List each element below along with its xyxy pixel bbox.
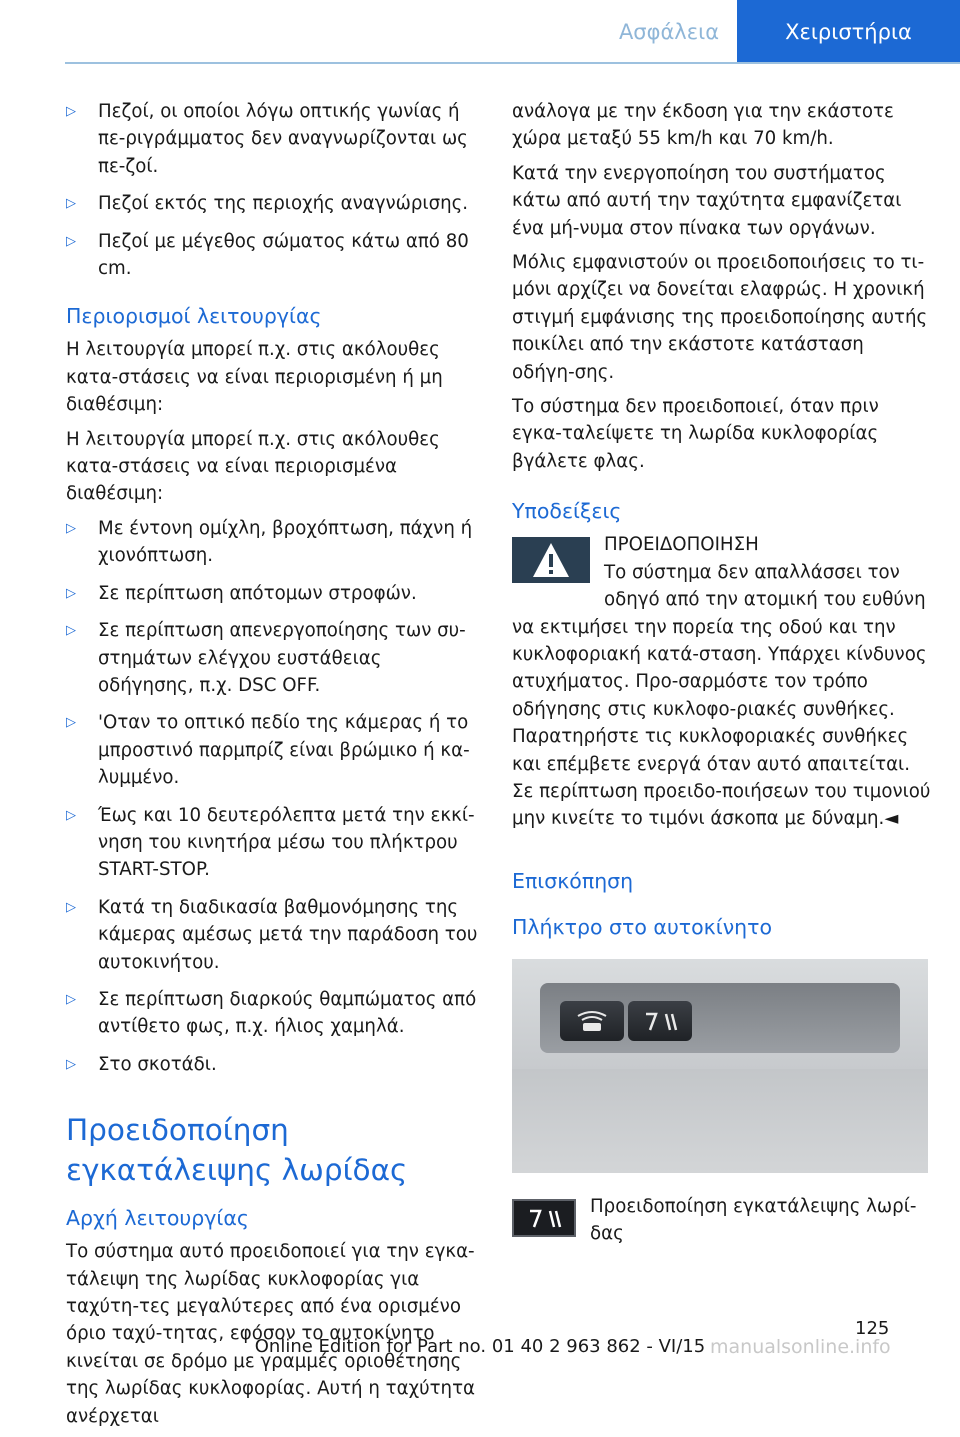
list-item: ▷ Με έντονη ομίχλη, βροχόπτωση, πάχνη ή χιονόπτωση. (66, 515, 480, 570)
vibration-paragraph: Μόλις εμφανιστούν οι προειδοποιήσεις το τι-μόνι αρχίζει να δονείται ελαφρώς. Η χρονική στιγμή εμφάνισης της προειδοποίησης αυτής ποικίλει από την εκάστοτε κατάσταση οδήγη-σης. (512, 252, 928, 383)
principle-paragraph: Το σύστημα αυτό προειδοποιεί για την εγκα-τάλειψη της λωρίδας κυκλοφορίας για ταχύτη-τες μεγαλύτερες από ένα ορισμένο όριο ταχύ-τητας, εφόσον το αυτοκίνητο κινείται σε δρόμο με γραμμές οριοθέτησης της λωρίδας κυκλοφορίας. Αυτή η ταχύτητα ανέρχεται (66, 1241, 476, 1427)
list-item: ▷ Σε περίπτωση απενεργοποίησης των συ-στημάτων ελέγχου ευστάθειας οδήγησης, π.χ. DSC OFF. (66, 617, 480, 699)
header-rule (65, 62, 960, 64)
pedestrian-list (66, 98, 480, 282)
button-photo (512, 959, 928, 1173)
overview-heading: Επισκόπηση (512, 868, 634, 893)
conditions-list (66, 515, 480, 1078)
bullet-icon: ▷ (66, 585, 76, 601)
bullet-icon: ▷ (66, 520, 76, 536)
list-item: ▷ Πεζοί με μέγεθος σώματος κάτω από 80 cm. (66, 228, 480, 283)
button-heading: Πλήκτρο στο αυτοκίνητο (512, 914, 773, 939)
warning-box (512, 531, 932, 832)
list-item: ▷ Σε περίπτωση απότομων στροφών. (66, 580, 480, 607)
limits-heading: Περιορισμοί λειτουργίας (66, 304, 322, 329)
list-item: ▷ Πεζοί, οι οποίοι λόγω οπτικής γωνίας ή πε-ριγράμματος δεν αναγνωρίζονται ως πε-ζοί. (66, 98, 480, 180)
limits-paragraph-2: Η λειτουργία μπορεί π.χ. στις ακόλουθες κατα-στάσεις να είναι περιορισμένα διαθέσιμη: (66, 428, 440, 505)
tab-section: Ασφάλεια (601, 0, 737, 62)
indicator-paragraph: Το σύστημα δεν προειδοποιεί, όταν πριν εγκα-ταλείψετε τη λωρίδα κυκλοφορίας βγάλετε φλας. (512, 396, 879, 472)
bullet-icon: ▷ (66, 233, 76, 249)
list-item: ▷ Κατά τη διαδικασία βαθμονόμησης της κάμερας αμέσως μετά την παράδοση του αυτοκινήτου. (66, 894, 480, 976)
warning-title: ΠΡΟΕΙΔΟΠΟΙΗΣΗ (604, 534, 759, 556)
right-column (512, 98, 932, 1255)
list-item: ▷ Έως και 10 δευτερόλεπτα μετά την εκκί-νηση του κινητήρα μέσω του πλήκτρου START-STOP. (66, 802, 480, 884)
list-item: ▷ Σε περίπτωση διαρκούς θαμπώματος από αντίθετο φως, π.χ. ήλιος χαμηλά. (66, 986, 480, 1041)
bullet-icon: ▷ (66, 196, 76, 212)
photo-lower-trim (512, 1069, 928, 1173)
warning-triangle-icon (512, 537, 590, 583)
list-item: ▷ 'Οταν το οπτικό πεδίο της κάμερας ή το μπροστινό παρμπρίζ είναι βρώμικο ή κα-λυμμένο. (66, 709, 480, 791)
pedestrian-warning-button-icon (560, 1001, 624, 1041)
speed-paragraph: ανάλογα με την έκδοση για την εκάστοτε χώρα μεταξύ 55 km/h και 70 km/h. (512, 101, 894, 150)
tab-active: Χειριστήρια (737, 0, 960, 62)
warning-text: Το σύστημα δεν απαλλάσσει τον οδηγό από την ατομική του ευθύνη να εκτιμήσει την πορεία της οδού και την κυκλοφοριακή κατά-σταση. Υπάρχει κίνδυνος ατυχήματος. Προ-σαρμόστε τον τρόπο οδήγησης στις κυκλοφο-ριακές συνθήκες. Παρατηρήστε τις κυκλοφοριακές συνθήκες και επέμβετε ενεργά όταν αυτό απαιτείται. Σε περίπτωση προειδο-ποιήσεων του τιμονιού μην κινείτε το τιμόνι άσκοπα με δύναμη.◄ (512, 561, 931, 830)
watermark: manualsonline.info (710, 1336, 891, 1358)
bullet-icon: ▷ (66, 807, 76, 823)
lane-departure-icon (628, 1001, 692, 1041)
activation-paragraph: Κατά την ενεργοποίηση του συστήματος κάτω από αυτή την ταχύτητα εμφανίζεται ένα μή-νυμα στον πίνακα των οργάνων. (512, 162, 902, 239)
bullet-icon: ▷ (66, 623, 76, 639)
header-blank (0, 0, 601, 62)
principle-heading: Αρχή λειτουργίας (66, 1206, 249, 1231)
list-item: ▷ Στο σκοτάδι. (66, 1051, 480, 1078)
caption-text: Προειδοποίηση εγκατάλειψης λωρί-δας (590, 1195, 917, 1245)
limits-paragraph-1: Η λειτουργία μπορεί π.χ. στις ακόλουθες κατα-στάσεις να είναι περιορισμένη ή μη διαθέσιμη: (66, 339, 443, 416)
edition-line: Online Edition for Part no. 01 40 2 963 862 - VI/15 (254, 1336, 706, 1357)
list-item: ▷ Πεζοί εκτός της περιοχής αναγνώρισης. (66, 190, 480, 217)
lane-departure-icon (512, 1199, 576, 1237)
bullet-icon: ▷ (66, 899, 76, 915)
section-title: Προειδοποίηση εγκατάλειψης λωρίδας (66, 1113, 408, 1188)
bullet-icon: ▷ (66, 715, 76, 731)
page-header (0, 0, 960, 62)
bullet-icon: ▷ (66, 104, 76, 119)
bullet-icon: ▷ (66, 1056, 76, 1072)
button-caption (512, 1193, 932, 1248)
bullet-icon: ▷ (66, 991, 76, 1007)
hints-heading: Υποδείξεις (512, 499, 622, 524)
page-number: 125 (855, 1318, 890, 1339)
left-column (66, 98, 480, 1437)
